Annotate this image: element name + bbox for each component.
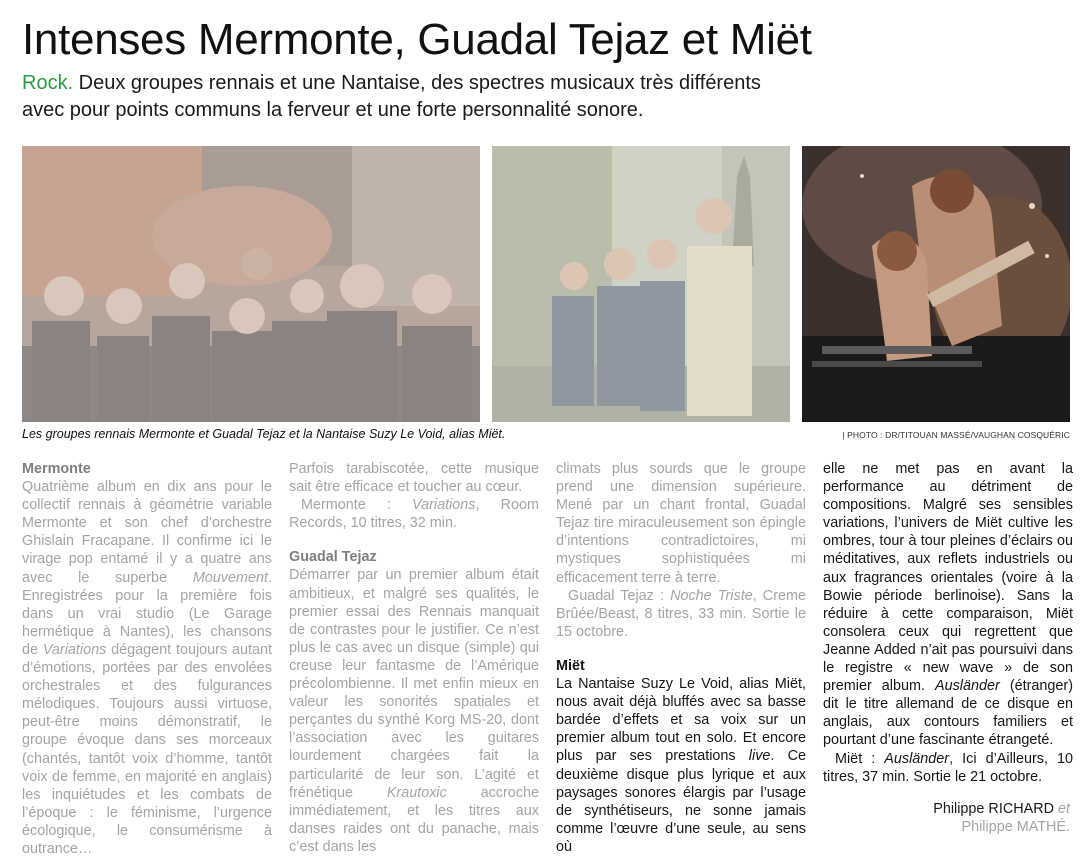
miet-section	[556, 657, 806, 856]
author-connector: et	[1054, 801, 1070, 817]
photo-caption: Les groupes rennais Mermonte et Guadal Tejaz et la Nantaise Suzy Le Void, alias Miët.	[22, 427, 506, 441]
author-name-1: Philippe RICHARD	[933, 801, 1054, 817]
article-standfirst	[22, 70, 1022, 124]
photo-miet	[802, 146, 1070, 422]
photo-guadal-tejaz-image	[492, 146, 790, 422]
paragraph-guadal-tejaz: Démarrer par un premier album était ambitieux, et malgré ses qualités, le premier essai des Rennais manquait de contrastes pour le justifier. Ce n’est plus le cas avec un disque (simple) qui creuse leur fantasme de l’Amérique précolombienne. Il met enfin mieux en valeur les sonorités spatiales et perçantes du synthé Korg MS-20, dont l’association avec les guitares lourdement chargées fait la particularité de leur son. L’agité et frénétique Krautoxic accroche immédiatement, et les titres aux danses raides ont du panache, mais c’est dans les	[289, 567, 539, 855]
paragraph-mermonte: Quatrième album en dix ans pour le collectif rennais à géométrie variable Mermonte et son chef d’orchestre Ghislain Fracapane. Il confirme ici le virage pop entamé il y a quatre ans avec le superbe Mouvement. Enregistrées pour la première fois dans un vrai studio (Le Garage hermétique à Nantes), les chansons de Variations dégagent toujours autant d’émotions, portées par des envolées orchestrales et des fulgurances mélodiques. Toujours aussi virtuose, peut-être moins démonstratif, le groupe évoque dans ses morceaux (chantés, tantôt voix d’homme, tantôt voix de femme, en majorité en anglais) les inquiétudes et les combats de l’époque : le féminisme, l’urgence écologique, le consumérisme à outrance…	[22, 479, 272, 857]
photo-mermonte-image	[22, 146, 480, 422]
paragraph-mermonte-end: Parfois tarabiscotée, cette musique sait être efficace et toucher au cœur.	[289, 461, 539, 496]
album-info-guadal-tejaz: Guadal Tejaz : Noche Triste, Creme Brûée/Beast, 8 titres, 33 min. Sortie le 15 octobre.	[556, 587, 806, 640]
standfirst-line-1: Deux groupes rennais et une Nantaise, des spectres musicaux très différents	[73, 72, 761, 94]
guadal-tejaz-continued	[556, 460, 806, 641]
section-heading-miet: Miët	[556, 657, 585, 674]
photo-mermonte	[22, 146, 480, 422]
section-heading-mermonte: Mermonte	[22, 461, 91, 477]
photo-miet-image	[802, 146, 1070, 422]
article-column-1	[22, 460, 272, 858]
section-heading-guadal-tejaz: Guadal Tejaz	[289, 549, 377, 566]
album-info-miet: Miët : Ausländer, Ici d’Ailleurs, 10 titres, 37 min. Sortie le 21 octobre.	[823, 750, 1073, 785]
standfirst-line-2: avec pour points communs la ferveur et une forte personnalité sonore.	[22, 99, 644, 121]
standfirst-kicker: Rock.	[22, 72, 74, 94]
article-column-2	[289, 460, 539, 856]
paragraph-miet: La Nantaise Suzy Le Void, alias Miët, nous avait déjà bluffés avec sa basse bardée d’effets et sa voix sur un premier album tout en solo. Et encore plus par ses prestations live. Ce deuxième disque plus lyrique et aux paysages sonores élargis par l’usage de synthétiseurs, ne sonne jamais comme l’œuvre d’une seule, au sens où	[556, 676, 806, 855]
article-column-4	[823, 460, 1073, 786]
author-name-2: Philippe MATHÉ.	[961, 819, 1070, 835]
photo-guadal-tejaz	[492, 146, 790, 422]
article-column-3	[556, 460, 806, 856]
album-info-mermonte: Mermonte : Variations, Room Records, 10 titres, 32 min.	[289, 497, 539, 532]
paragraph-miet-end: elle ne met pas en avant la performance au détriment de compositions. Malgré ses sensibles variations, l’univers de Miët cultive les ombres, tour à tour pleines d’éclairs ou méditatives, aux reflets industriels ou aux fragrances orientales (voire à la Bowie période berlinoise). Sans la réduire à cette comparaison, Miët consolera ceux qui regrettent que Jeanne Added n’ait pas poursuivi dans le registre « new wave » de son premier album. Ausländer (étranger) dit le titre allemand de ce disque en anglais, aux contours familiers et pourtant d’une fascinante étrangeté.	[823, 461, 1074, 749]
article-headline: Intenses Mermonte, Guadal Tejaz et Miët	[22, 15, 812, 64]
paragraph-guadal-tejaz-end: climats plus sourds que le groupe prend une dimension supérieure. Mené par un chant frontal, Guadal Tejaz tire miraculeusement son épingle d’intentions contradictoires, mi mystiques sophistiquées mi efficacement terre à terre.	[556, 461, 806, 586]
photo-credit: | PHOTO : DR/TITOUAN MASSÉ/VAUGHAN COSQUÉRIC	[842, 430, 1070, 440]
article-signature	[933, 800, 1070, 836]
